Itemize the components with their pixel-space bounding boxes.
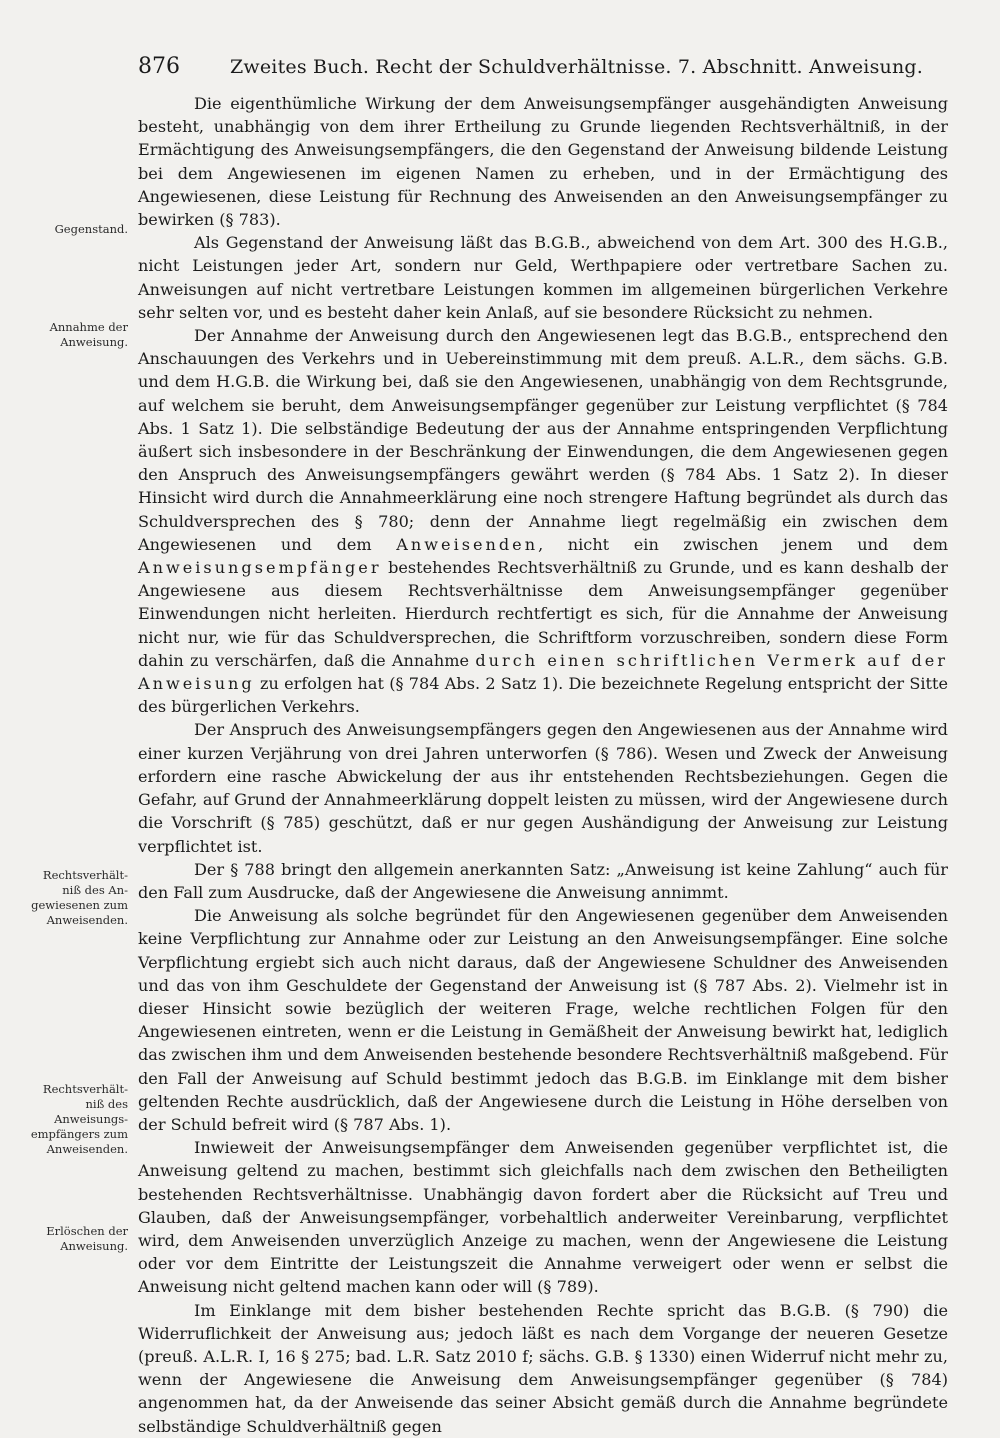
paragraph-text: zu erfolgen hat (§ 784 Abs. 2 Satz 1). Die bezeichnete Regelung entspricht der Sitte des bürgerlichen Verkehrs.	[138, 674, 949, 717]
paragraph: Der § 788 bringt den allgemein anerkannten Satz: „Anweisung ist keine Zahlung“ auch für den Fall zum Ausdrucke, daß der Angewiesene die Anweisung annimmt.	[138, 859, 948, 902]
paragraph: Der Anspruch des Anweisungsempfängers gegen den Angewiesenen aus der Annahme wird einer kurzen Verjährung von drei Jahren unterworfen (§ 786). Wesen und Zweck der Anweisung erfordern eine rasche Abwickelung der aus ihr entstehenden Rechtsbeziehungen. Gegen die Gefahr, auf Grund der Annahmeerklärung doppelt leisten zu müssen, wird der Angewiesene durch die Vorschrift (§ 785) geschützt, daß er nur gegen Aushändigung der Anweisung zur Leistung verpflichtet ist.	[138, 720, 948, 856]
margin-note-line: Rechtsverhält-	[42, 1082, 128, 1096]
margin-note-line: gewiesenen zum	[31, 898, 128, 912]
margin-note-line: Anweisung.	[60, 335, 128, 349]
paragraph-text: bestehendes Rechtsverhältniß zu Grunde, und es kann deshalb der Angewiesene aus diesem Rechtsverhältnisse dem Anweisungsempfänger gegenüber Einwendungen nicht herleiten. Hierdurch rechtfertigt es sich, für die Annahme der Anweisung nicht nur, wie für das Schuldversprechen, die Schriftform vorzuschreiben, sondern diese Form dahin zu verschärfen, daß die Annahme	[138, 558, 948, 670]
paragraph: Die eigenthümliche Wirkung der dem Anweisungsempfänger ausgehändigten Anweisung besteht, unabhängig von dem ihrer Ertheilung zu Grunde liegenden Rechtsverhältniß, in der Ermächtigung des Anweisungsempfängers, die den Gegenstand der Anweisung bildende Leistung bei dem Angewiesenen im eigenen Namen zu erheben, und in der Ermächtigung des Angewiesenen, diese Leistung für Rechnung des Anweisenden an den Anweisungsempfänger zu bewirken (§ 783).	[138, 94, 948, 230]
margin-note-line: Rechtsverhält-	[42, 868, 128, 882]
emphasized-term: Anweisungsempfänger	[138, 558, 382, 578]
paragraph-text: Der Annahme der Anweisung durch den Angewiesenen legt das B.G.B., entsprechend den Anschauungen des Verkehrs und in Uebereinstimmung mit dem preuß. A.L.R., dem sächs. G.B. und dem H.G.B. die Wirkung bei, daß sie den Angewiesenen, unabhängig von dem Rechtsgrunde, auf welchem sie beruht, dem Anweisungsempfänger gegenüber zur Leistung verpflichtet (§ 784 Abs. 1 Satz 1). Die selbständige Bedeutung der aus der Annahme entspringenden Verpflichtung äußert sich insbesondere in der Beschränkung der Einwendungen, die dem Angewiesenen gegen den Anspruch des Anweisungsempfängers gewährt werden (§ 784 Abs. 1 Satz 2). In dieser Hinsicht wird durch die Annahmeerklärung eine noch strengere Haftung begründet als durch das Schuldversprechen des § 780; denn der Annahme liegt regelmäßig ein zwischen dem Angewiesenen und dem	[138, 326, 948, 554]
paragraph: Inwieweit der Anweisungsempfänger dem Anweisenden gegenüber verpflichtet ist, die Anweisung geltend zu machen, bestimmt sich gleichfalls nach dem zwischen den Betheiligten bestehenden Rechtsverhältnisse. Unabhängig davon fordert aber die Rücksicht auf Treu und Glauben, daß der Anweisungsempfänger, vorbehaltlich anderweiter Vereinbarung, verpflichtet wird, dem Anweisenden unverzüglich Anzeige zu machen, wenn der Angewiesene die Leistung oder vor dem Eintritte der Leistungszeit die Annahme verweigert oder wenn er selbst die Anweisung nicht geltend machen kann oder will (§ 789).	[138, 1138, 948, 1297]
emphasized-term: Anweisenden	[396, 534, 539, 554]
margin-note-line: empfängers zum	[30, 1127, 128, 1141]
paragraph	[138, 324, 948, 718]
margin-note-line: Gegenstand.	[54, 222, 128, 236]
paragraph: Die Anweisung als solche begründet für den Angewiesenen gegenüber dem Anweisenden keine Verpflichtung zur Annahme oder zur Leistung an den Anweisungsempfänger. Eine solche Verpflichtung ergiebt sich auch nicht daraus, daß der Angewiesene Schuldner des Anweisenden und das von ihm Geschuldete der Gegenstand der Anweisung ist (§ 787 Abs. 2). Vielmehr ist in dieser Hinsicht sowie bezüglich der weiteren Frage, welche rechtlichen Folgen für den Angewiesenen eintreten, wenn er die Leistung in Gemäßheit der Anweisung bewirkt hat, lediglich das zwischen ihm und dem Anweisenden bestehende besondere Rechtsverhältniß maßgebend. Für den Fall der Anweisung auf Schuld bestimmt jedoch das B.G.B. im Einklange mit dem bisher geltenden Rechte ausdrücklich, daß der Angewiesene durch die Leistung in Höhe derselben von der Schuld befreit wird (§ 787 Abs. 1).	[138, 906, 948, 1134]
margin-note-line: niß des An-	[62, 883, 128, 897]
margin-note-annahme	[10, 320, 128, 350]
running-header	[138, 54, 958, 80]
emphasized-term: durch einen schriftlichen Vermerk auf der Anweisung	[138, 650, 948, 694]
paragraph: Im Einklange mit dem bisher bestehenden Rechte spricht das B.G.B. (§ 790) die Widerruflichkeit der Anweisung aus; jedoch läßt es nach dem Vorgange der neueren Gesetze (preuß. A.L.R. I, 16 § 275; bad. L.R. Satz 2010 f; sächs. G.B. § 1330) einen Widerruf nicht mehr zu, wenn der Angewiesene die Anweisung dem Anweisungsempfänger gegenüber (§ 784) angenommen hat, da der Anweisende das seiner Absicht gemäß durch die Annahme begründete selbständige Schuldverhältniß gegen	[138, 1300, 948, 1436]
margin-note-line: Anweisenden.	[46, 1142, 128, 1156]
margin-note-line: Anweisung.	[60, 1239, 128, 1253]
margin-note-gegenstand	[10, 222, 128, 237]
body-text	[138, 92, 948, 1438]
page-number: 876	[138, 54, 180, 79]
margin-note-line: Anweisungs-	[54, 1112, 128, 1126]
margin-note-line: Annahme der	[49, 320, 128, 334]
margin-note-empfaenger	[10, 1082, 128, 1157]
margin-note-line: niß des	[85, 1097, 128, 1111]
margin-note-angewiesener	[10, 868, 128, 928]
margin-note-line: Anweisenden.	[46, 913, 128, 927]
margin-note-line: Erlöschen der	[46, 1224, 128, 1238]
margin-note-erloeschen	[10, 1224, 128, 1254]
running-title: Zweites Buch. Recht der Schuldverhältnisse. 7. Abschnitt. Anweisung.	[230, 56, 923, 78]
paragraph-text: , nicht ein zwischen jenem und dem	[538, 534, 948, 554]
paragraph: Als Gegenstand der Anweisung läßt das B.G.B., abweichend von dem Art. 300 des H.G.B., nicht Leistungen jeder Art, sondern nur Geld, Werthpapiere oder vertretbare Sachen zu. Anweisungen auf nicht vertretbare Leistungen kommen im allgemeinen bürgerlichen Verkehre sehr selten vor, und es besteht daher kein Anlaß, auf sie besondere Rücksicht zu nehmen.	[138, 233, 948, 322]
